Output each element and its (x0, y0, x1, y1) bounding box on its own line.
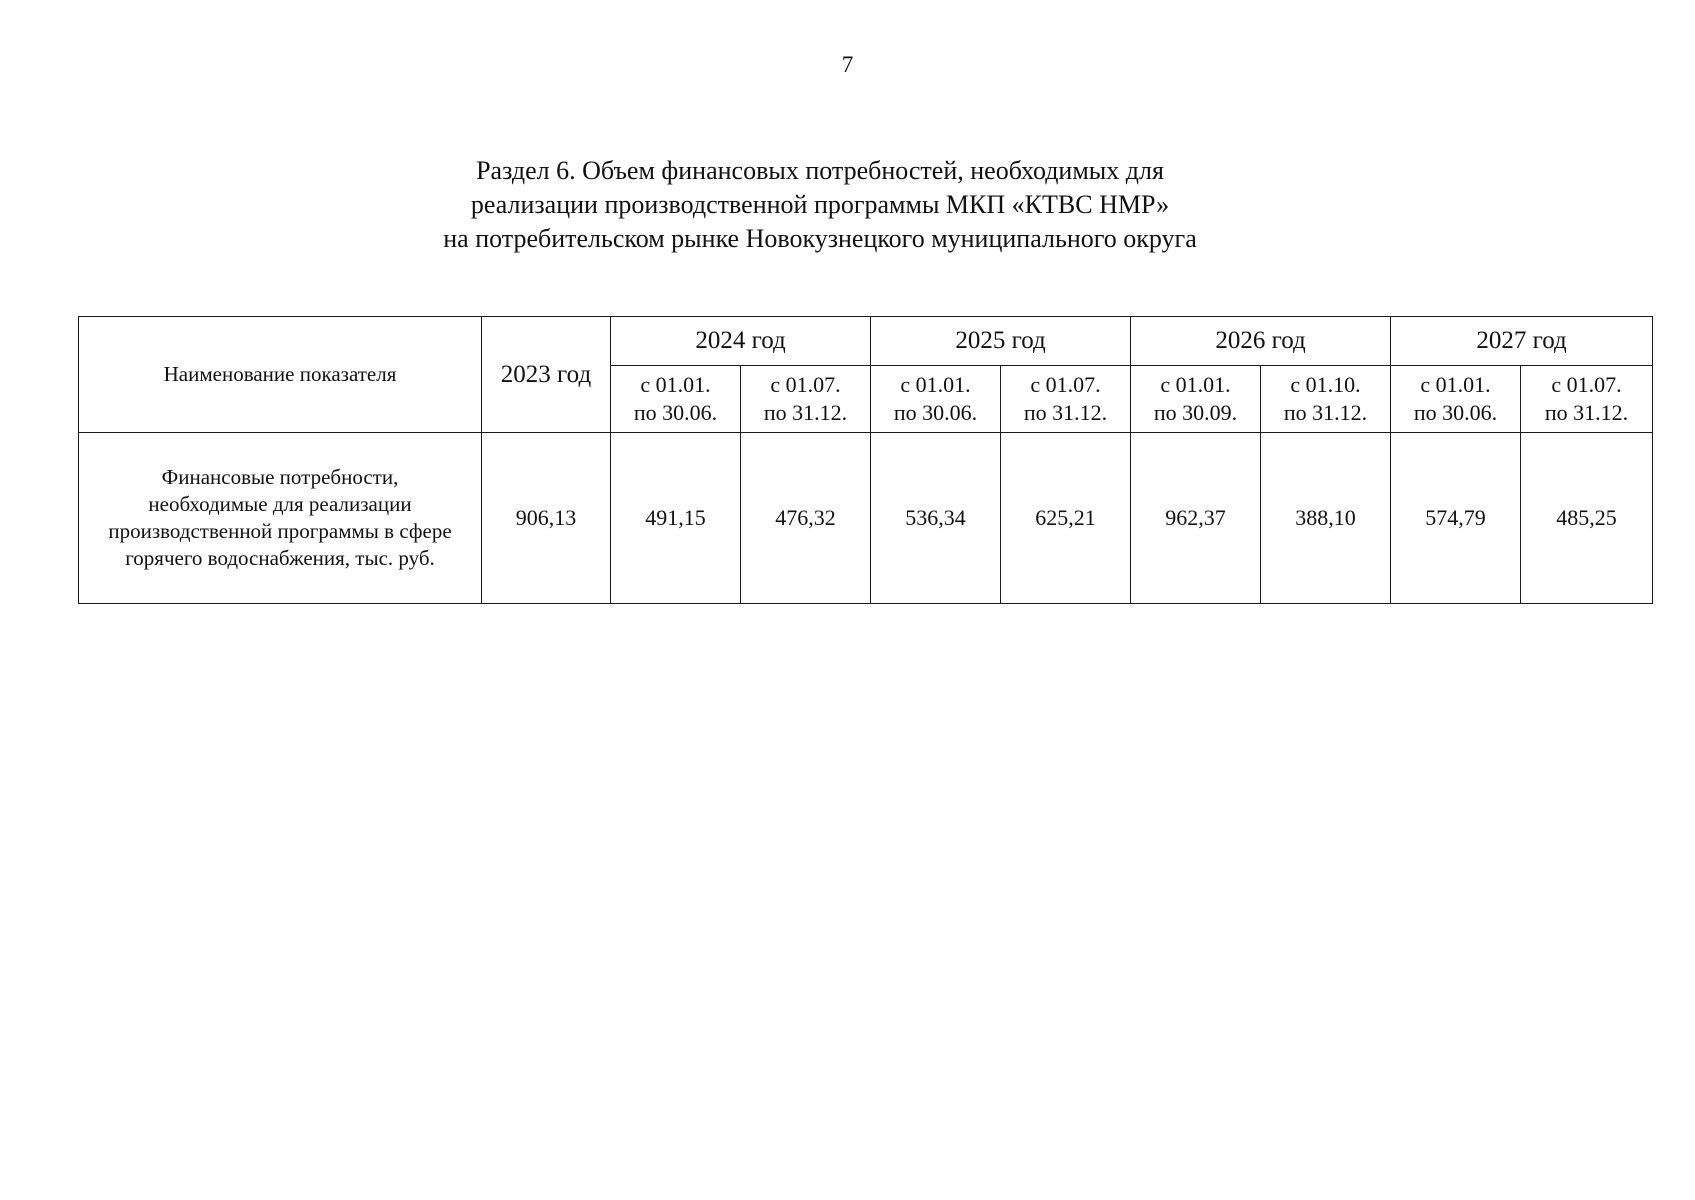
period-to: по 31.12. (763, 400, 848, 425)
year-header-2025: 2025 год (871, 317, 1131, 366)
title-line-3: на потребительском рынке Новокузнецкого муниципального округа (443, 224, 1197, 253)
period-header (1261, 366, 1391, 433)
value-cell: 476,32 (741, 433, 871, 604)
value-cell: 962,37 (1131, 433, 1261, 604)
value-cell: 491,15 (611, 433, 741, 604)
period-from: с 01.01. (640, 372, 711, 397)
period-to: по 31.12. (1283, 400, 1368, 425)
base-year-header: 2023 год (482, 317, 611, 433)
page-number: 7 (841, 52, 854, 77)
period-header (871, 366, 1001, 433)
period-header (1391, 366, 1521, 433)
indicator-name-line: необходимые для реализации (148, 492, 412, 516)
value-cell: 625,21 (1001, 433, 1131, 604)
period-from: с 01.07. (1551, 372, 1622, 397)
year-header-2024: 2024 год (611, 317, 871, 366)
financial-needs-table (78, 316, 1653, 604)
period-to: по 31.12. (1544, 400, 1629, 425)
period-to: по 30.06. (633, 400, 718, 425)
year-header-2027: 2027 год (1391, 317, 1653, 366)
year-header-2026: 2026 год (1131, 317, 1391, 366)
title-line-2: реализации производственной программы МКП «КТВС НМР» (470, 190, 1170, 219)
value-cell: 574,79 (1391, 433, 1521, 604)
period-to: по 31.12. (1023, 400, 1108, 425)
value-cell: 388,10 (1261, 433, 1391, 604)
period-to: по 30.09. (1153, 400, 1238, 425)
table-row (79, 433, 1653, 604)
period-to: по 30.06. (893, 400, 978, 425)
period-from: с 01.07. (770, 372, 841, 397)
value-cell: 536,34 (871, 433, 1001, 604)
indicator-name-line: горячего водоснабжения, тыс. руб. (125, 546, 435, 570)
period-header (1001, 366, 1131, 433)
period-to: по 30.06. (1413, 400, 1498, 425)
indicator-name-cell (79, 433, 482, 604)
period-header (1131, 366, 1261, 433)
period-header (1521, 366, 1653, 433)
period-from: с 01.07. (1030, 372, 1101, 397)
period-header (741, 366, 871, 433)
indicator-name-line: производственной программы в сфере (108, 519, 452, 543)
value-cell: 485,25 (1521, 433, 1653, 604)
period-from: с 01.01. (900, 372, 971, 397)
period-header (611, 366, 741, 433)
period-from: с 01.01. (1420, 372, 1491, 397)
indicator-name-header: Наименование показателя (79, 317, 482, 433)
title-line-1: Раздел 6. Объем финансовых потребностей, необходимых для (476, 156, 1164, 185)
period-from: с 01.10. (1290, 372, 1361, 397)
indicator-name-line: Финансовые потребности, (161, 465, 399, 489)
period-from: с 01.01. (1160, 372, 1231, 397)
section-title (300, 154, 1340, 256)
header-row-years (79, 317, 1653, 366)
value-cell-2023: 906,13 (482, 433, 611, 604)
